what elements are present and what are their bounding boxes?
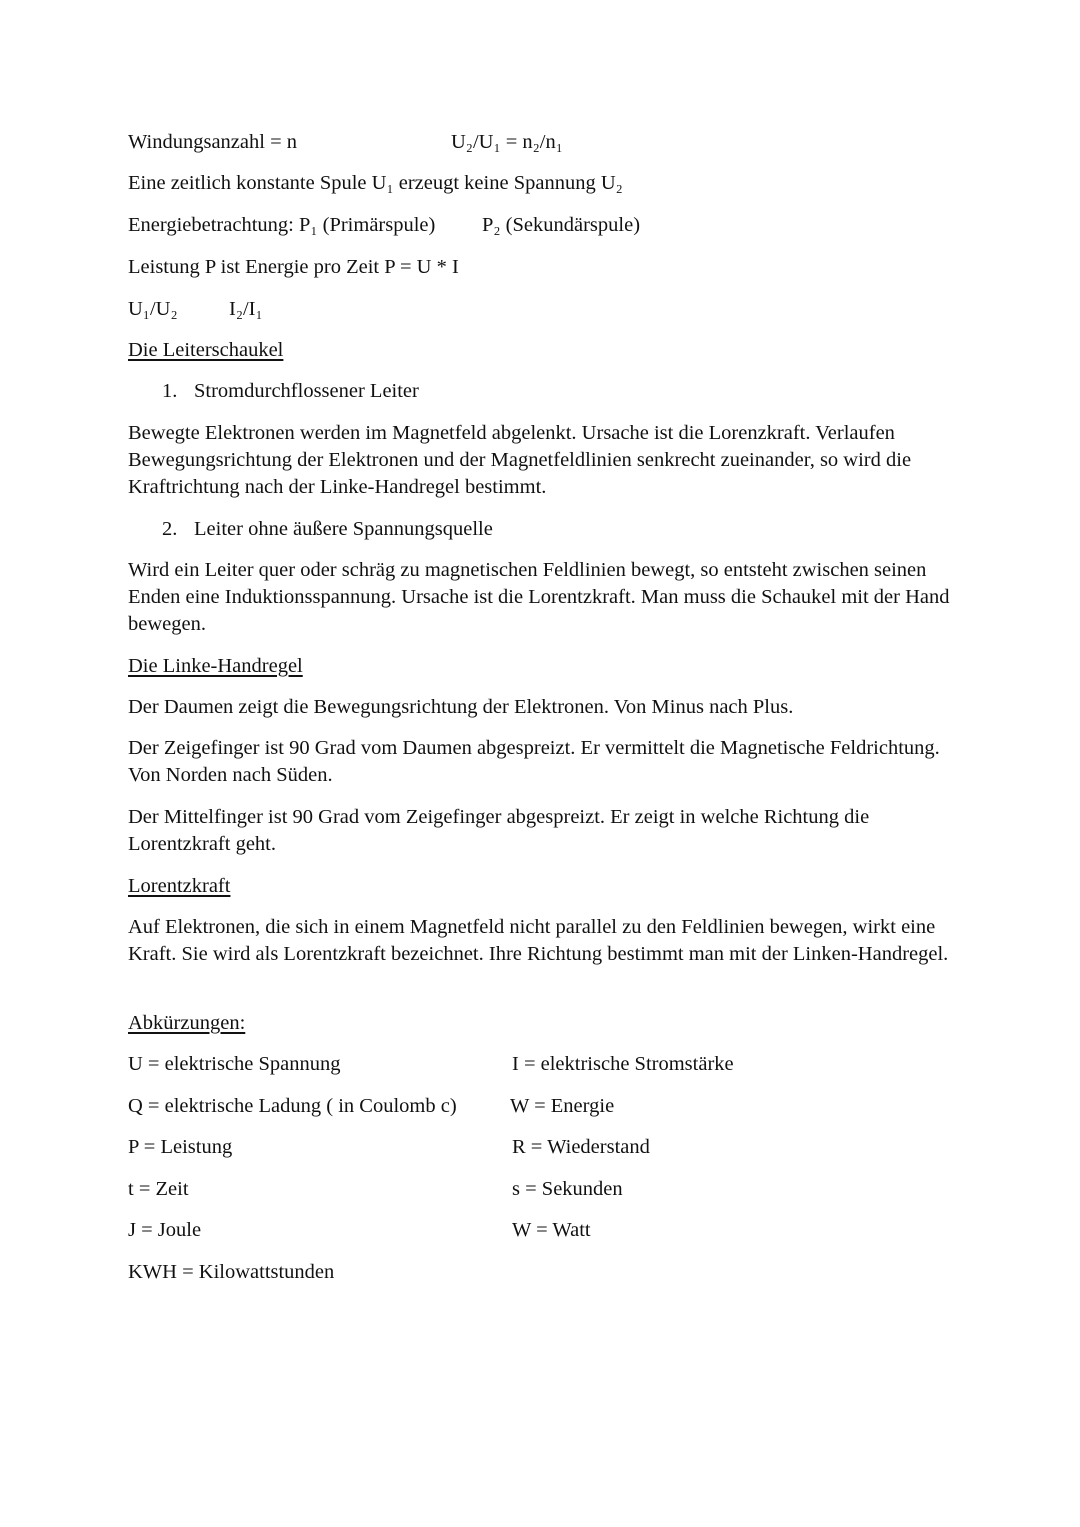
abbr-right-item: R = Wiederstand bbox=[512, 1136, 650, 1158]
abbr-right-item: I = elektrische Stromstärke bbox=[512, 1053, 734, 1075]
abbr-left-item: P = Leistung bbox=[128, 1136, 233, 1158]
energie-primaer-line: Energiebetrachtung: P₁ (Primärspule) bbox=[128, 214, 436, 236]
handregel-heading: Die Linke-Handregel bbox=[128, 655, 303, 677]
abbr-left-item: t = Zeit bbox=[128, 1178, 189, 1200]
i-ratio: I₂/I₁ bbox=[229, 298, 263, 320]
list-number: 1. bbox=[162, 380, 178, 402]
abbr-left-item: KWH = Kilowattstunden bbox=[128, 1261, 335, 1283]
abbr-left-item: Q = elektrische Ladung ( in Coulomb c) bbox=[128, 1095, 457, 1117]
list-number: 2. bbox=[162, 518, 178, 540]
daumen-text: Der Daumen zeigt die Bewegungsrichtung der Elektronen. Von Minus nach Plus. bbox=[128, 696, 794, 718]
leistung-line: Leistung P ist Energie pro Zeit P = U * I bbox=[128, 256, 459, 278]
windungsanzahl-line: Windungsanzahl = n bbox=[128, 131, 298, 153]
list-text: Stromdurchflossener Leiter bbox=[194, 380, 419, 402]
konstante-spule-line: Eine zeitlich konstante Spule U₁ erzeugt keine Spannung U₂ bbox=[128, 172, 623, 194]
abbr-left-item: U = elektrische Spannung bbox=[128, 1053, 341, 1075]
abkuerzungen-heading: Abkürzungen: bbox=[128, 1012, 246, 1034]
lorentzkraft-text: Auf Elektronen, die sich in einem Magnetfeld nicht parallel zu den Feldlinien bewegen, wirkt eine Kraft. Sie wird als Lorentzkraft bezeichnet. Ihre Richtung bestimmt man mit der Linken-Handregel. bbox=[128, 916, 949, 965]
list-item-2 bbox=[162, 516, 493, 542]
abbr-right-item: W = Watt bbox=[512, 1219, 591, 1241]
ratio-formula: U₂/U₁ = n₂/n₁ bbox=[451, 131, 563, 153]
leiterschaukel-paragraph-2: Wird ein Leiter quer oder schräg zu magnetischen Feldlinien bewegt, so entsteht zwischen seinen Enden eine Induktionsspannung. Ursache ist die Lorentzkraft. Man muss die Schaukel mit der Hand bewegen. bbox=[128, 559, 950, 635]
leiterschaukel-paragraph-1: Bewegte Elektronen werden im Magnetfeld abgelenkt. Ursache ist die Lorenzkraft. Verlaufen Bewegungsrichtung der Elektronen und der Magnetfeldlinien senkrecht zueinander, so wird die Kraftrichtung nach der Linke-Handregel bestimmt. bbox=[128, 422, 912, 498]
leiterschaukel-heading: Die Leiterschaukel bbox=[128, 339, 284, 361]
abbr-left-item: J = Joule bbox=[128, 1219, 202, 1241]
abbr-right-item: s = Sekunden bbox=[512, 1178, 623, 1200]
u-ratio: U₁/U₂ bbox=[128, 298, 178, 320]
abbr-right-item: W = Energie bbox=[510, 1095, 615, 1117]
list-item-1 bbox=[162, 378, 419, 404]
zeigefinger-text: Der Zeigefinger ist 90 Grad vom Daumen abgespreizt. Er vermittelt die Magnetische Feldrichtung. Von Norden nach Süden. bbox=[128, 737, 940, 786]
energie-sekundaer-text: P₂ (Sekundärspule) bbox=[482, 214, 641, 236]
mittelfinger-text: Der Mittelfinger ist 90 Grad vom Zeigefinger abgespreizt. Er zeigt in welche Richtung die Lorentzkraft geht. bbox=[128, 806, 870, 855]
lorentzkraft-heading: Lorentzkraft bbox=[128, 875, 231, 897]
list-text: Leiter ohne äußere Spannungsquelle bbox=[194, 518, 493, 540]
